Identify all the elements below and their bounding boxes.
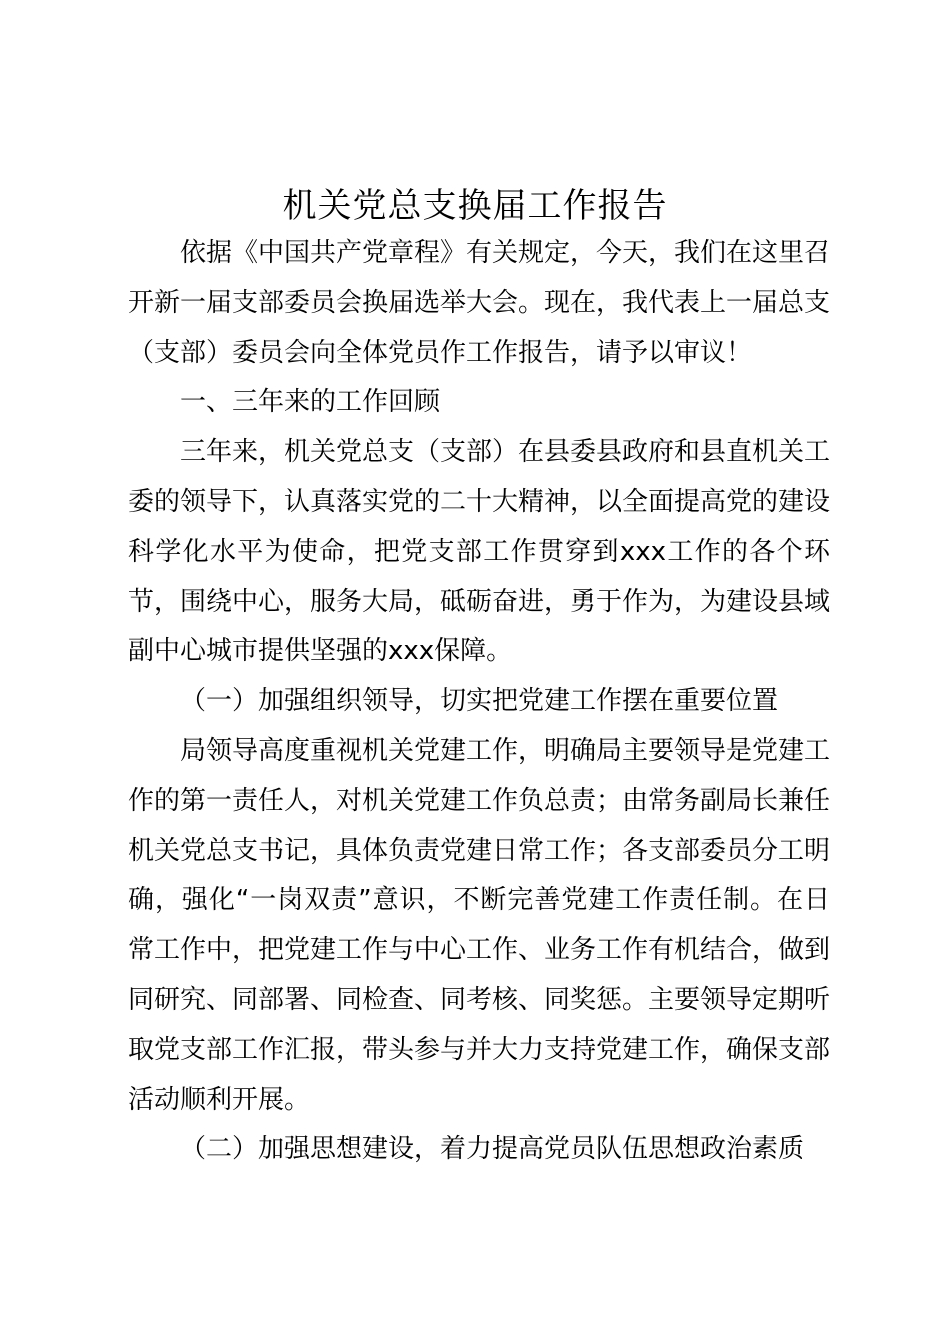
document-body xyxy=(128,229,830,1175)
subsection-heading-organization: （一）加强组织领导，切实把党建工作摆在重要位置 xyxy=(180,686,779,717)
review-paragraph: 三年来，机关党总支（支部）在县委县政府和县直机关工委的领导下，认真落实党的二十大精神，以全面提高党的建设科学化水平为使命，把党支部工作贯穿到xxx工作的各个环节，围绕中心，服务大局，砥砺奋进，勇于作为，为建设县域副中心城市提供坚强的xxx保障。 xyxy=(128,437,831,667)
intro-paragraph: 依据《中国共产党章程》有关规定，今天，我们在这里召开新一届支部委员会换届选举大会。现在，我代表上一届总支（支部）委员会向全体党员作工作报告，请予以审议！ xyxy=(128,238,831,368)
organization-paragraph: 局领导高度重视机关党建工作，明确局主要领导是党建工作的第一责任人，对机关党建工作负总责；由常务副局长兼任机关党总支书记，具体负责党建日常工作；各支部委员分工明确，强化“一岗双责”意识，不断完善党建工作责任制。在日常工作中，把党建工作与中心工作、业务工作有机结合，做到同研究、同部署、同检查、同考核、同奖惩。主要领导定期听取党支部工作汇报，带头参与并大力支持党建工作，确保支部活动顺利开展。 xyxy=(128,735,831,1115)
document-title: 机关党总支换届工作报告 xyxy=(282,186,668,226)
subsection-heading-ideology: （二）加强思想建设，着力提高党员队伍思想政治素质 xyxy=(180,1134,805,1165)
section-heading-review: 一、三年来的工作回顾 xyxy=(180,387,441,418)
